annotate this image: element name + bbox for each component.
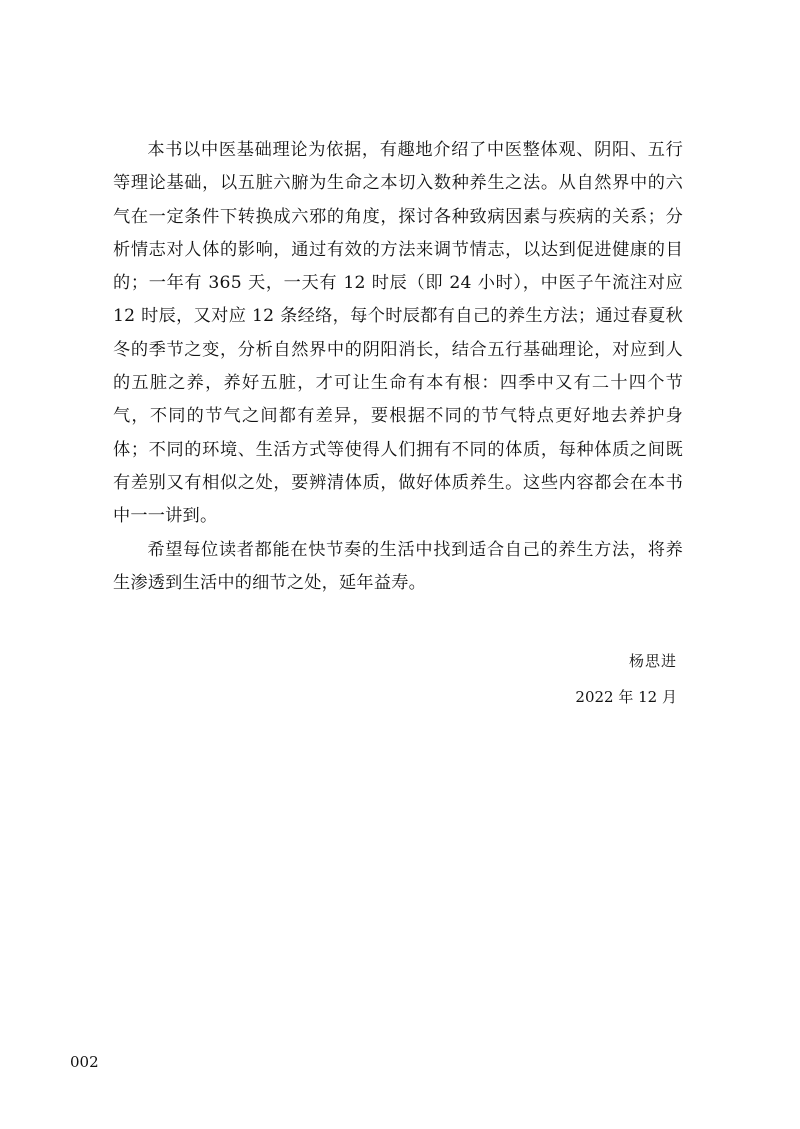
paragraph-1: 本书以中医基础理论为依据，有趣地介绍了中医整体观、阴阳、五行等理论基础，以五脏六腑为生命之本切入数种养生之法。从自然界中的六气在一定条件下转换成六邪的角度，探讨各种致病因素与疾病的关系；分析情志对人体的影响，通过有效的方法来调节情志，以达到促进健康的目的；一年有 365 天，一天有 12 时辰（即 24 小时），中医子午流注对应 12 时辰，又对应 12 条经络，每个时辰都有自己的养生方法；通过春夏秋冬的季节之变，分析自然界中的阴阳消长，结合五行基础理论，对应到人的五脏之养，养好五脏，才可让生命有本有根：四季中又有二十四个节气，不同的节气之间都有差异，要根据不同的节气特点更好地去养护身体；不同的环境、生活方式等使得人们拥有不同的体质，每种体质之间既有差别又有相似之处，要辨清体质，做好体质养生。这些内容都会在本书中一一讲到。 (113, 140, 683, 527)
signature-date: 2022 年 12 月 (575, 688, 677, 706)
author-name: 杨思进 (628, 652, 677, 670)
signature-block (575, 646, 677, 712)
paragraph-2: 希望每位读者都能在快节奏的生活中找到适合自己的养生方法，将养生渗透到生活中的细节之处，延年益寿。 (113, 539, 683, 593)
preface-body (113, 134, 683, 600)
page-number: 002 (70, 1053, 99, 1071)
